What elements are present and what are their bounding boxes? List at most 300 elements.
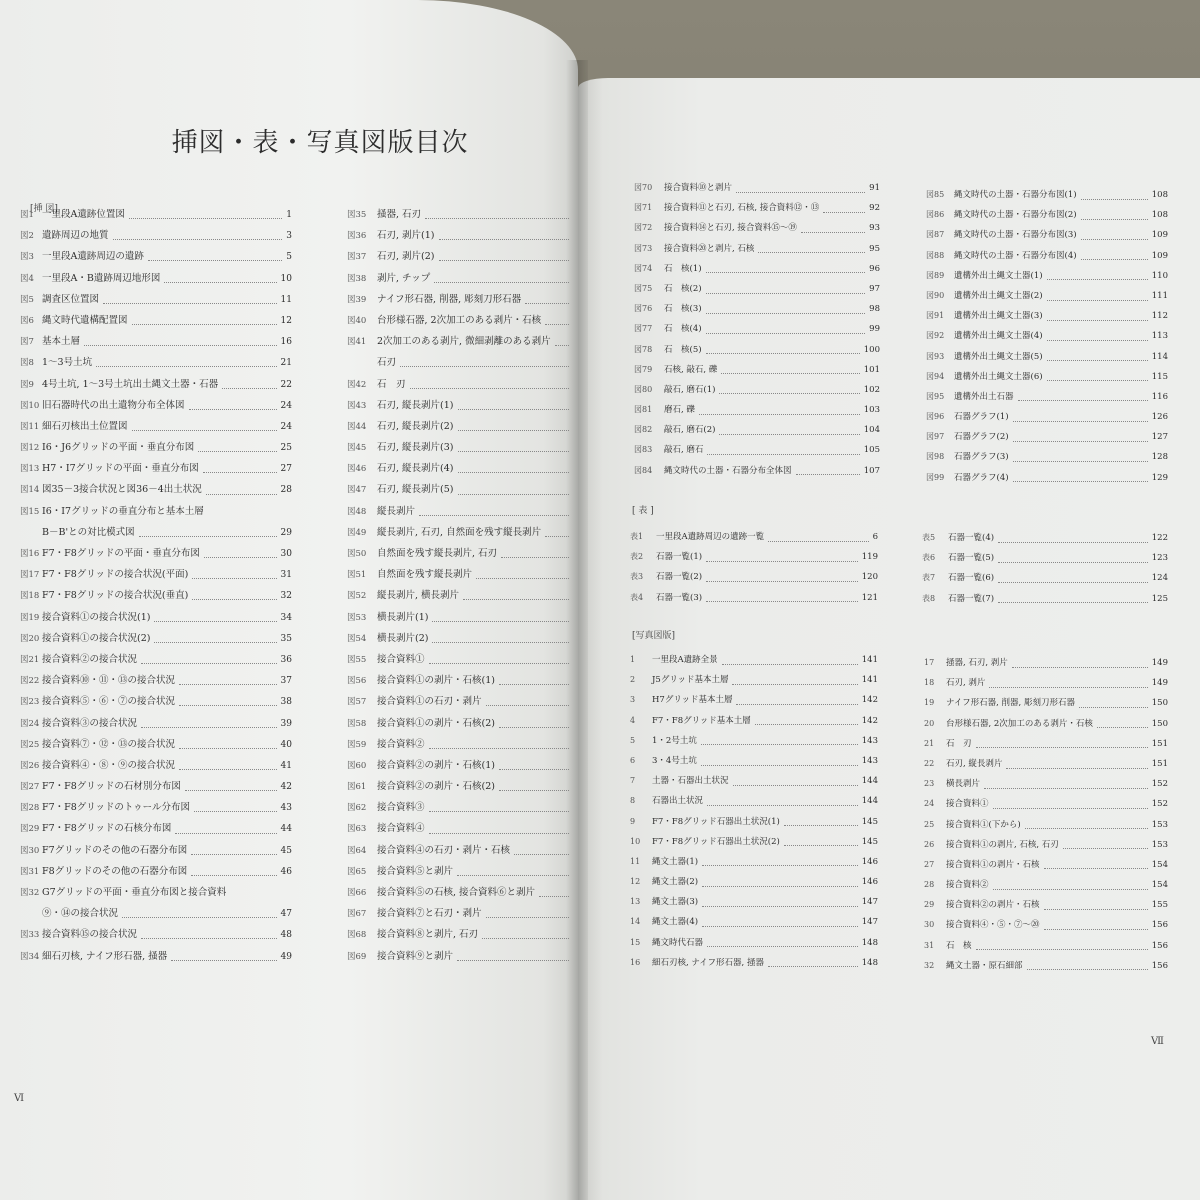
section-label-tables: [ 表 ] [632,506,654,516]
toc-entry-title: 横長剥片(1) [377,611,429,623]
toc-entry-page: 151 [1151,738,1168,749]
leader-dots [400,366,569,367]
toc-entry [924,875,1168,895]
leader-dots [458,430,570,431]
toc-entry-label: 図99 [926,472,945,482]
toc-entry [347,289,573,310]
toc-entry-title: 石器グラフ(2) [954,432,1009,443]
toc-entry [20,458,292,479]
toc-entry-page: 116 [1151,391,1168,402]
toc-entry-page: 145 [861,836,878,847]
toc-entry [926,367,1168,387]
toc-entry [20,374,292,395]
toc-entry [347,797,573,818]
leader-dots [148,260,282,261]
toc-entry-label: 図59 [347,739,367,750]
toc-entry-title: 接合資料②の剥片・石核 [946,900,1040,911]
toc-entry-title: 接合資料②の剥片・石核(2) [377,781,495,793]
toc-entry [630,791,878,811]
toc-entry-title: F7・F8グリッドの平面・垂直分布図 [42,548,200,559]
leader-dots [439,239,570,240]
figure-list-col4 [926,185,1168,488]
toc-entry-label: 図84 [634,465,653,475]
toc-entry-page: 109 [1151,250,1168,261]
toc-entry-label: 図5 [20,294,34,305]
toc-entry-title: F7グリッドのその他の石器分布図 [42,844,188,856]
toc-entry-title: 横長剥片(2) [377,632,429,644]
toc-entry-title: 石 刃 [377,378,406,390]
toc-entry-page: 105 [863,445,880,456]
toc-entry-label: 図4 [20,273,34,284]
toc-entry-page: 155 [1151,900,1168,911]
toc-entry-title: 石刃, 縦長剥片(4) [377,463,454,475]
toc-entry-title: 石器一覧(4) [948,533,995,543]
toc-entry-title: 一里段A遺跡周辺の遺跡 [42,251,144,263]
toc-entry-label: 図90 [926,290,945,300]
toc-entry [347,479,573,500]
toc-entry-page: 113 [1151,331,1168,342]
toc-entry-title: I6・I7グリッドの垂直分布と基本土層 [42,505,204,517]
toc-entry [20,225,292,246]
toc-entry-title: 石 核 [946,940,972,951]
toc-entry-title: 石器グラフ(4) [954,472,1009,483]
toc-entry-page: 95 [869,243,880,254]
toc-entry [630,670,878,690]
leader-dots [139,536,277,537]
toc-entry-title: 石 核(1) [664,263,702,274]
toc-entry-title: 接合資料①の剥片・石核 [946,859,1040,870]
leader-dots [545,536,569,537]
toc-entry-title: 接合資料①(下から) [946,819,1021,830]
toc-entry [20,479,292,500]
toc-entry-page: 47 [280,909,292,920]
toc-entry-title: 細石刃核, ナイフ形石器, 掻器 [652,957,764,968]
toc-entry-title: F7・F8グリッド石器出土状況(1) [652,816,780,827]
leader-dots [476,578,569,579]
leader-dots [499,790,569,791]
leader-dots [1047,300,1148,301]
toc-entry [924,895,1168,915]
toc-entry-label: 図77 [634,324,653,334]
toc-entry-page: 143 [861,755,878,766]
leader-dots [192,578,276,579]
toc-entry-label: 図13 [20,464,40,475]
toc-entry [20,607,292,628]
toc-entry-label: 図6 [20,315,34,326]
leader-dots [1081,239,1148,240]
toc-entry [922,589,1168,609]
toc-entry-label: 表6 [922,553,936,563]
page-title: 挿図・表・写真図版目次 [171,128,469,158]
toc-entry-title: 剥片, チップ [377,272,431,284]
toc-entry-title: F7・F8グリッドの石材別分布図 [42,781,181,793]
toc-entry [20,649,292,670]
leader-dots [784,825,858,826]
leader-dots [706,272,866,273]
toc-entry [630,588,878,608]
toc-entry-page: 21 [280,358,292,369]
toc-entry-page: 144 [861,796,878,807]
toc-entry-label: 図88 [926,250,945,260]
toc-entry-label: 図29 [20,824,40,835]
toc-entry-label: 図25 [20,739,40,750]
leader-dots [129,218,282,219]
toc-entry-label: 14 [630,917,641,927]
toc-entry-title: 細石刃核, ナイフ形石器, 掻器 [42,950,168,962]
leader-dots [141,938,277,939]
leader-dots [993,808,1148,809]
toc-entry [347,840,573,861]
toc-entry-label: 表4 [630,592,644,602]
toc-entry-page: 34 [280,612,292,623]
toc-entry [20,861,292,882]
toc-entry-label: 図51 [347,570,367,581]
toc-entry [347,225,573,246]
toc-entry-label: 図40 [347,315,367,326]
toc-entry-title: 石器グラフ(1) [954,412,1009,423]
toc-entry [924,714,1168,734]
toc-entry-label: 図28 [20,803,40,814]
toc-entry-page: 149 [1151,678,1168,689]
leader-dots [768,541,868,542]
leader-dots [122,917,277,918]
toc-entry [630,933,878,953]
toc-entry-title: 一里段A・B遺跡周辺地形図 [42,272,161,284]
toc-entry-title: 石核, 敲石, 礫 [664,364,718,375]
toc-entry-title: ナイフ形石器, 削器, 彫刻刀形石器 [377,293,522,305]
leader-dots [463,599,569,600]
toc-entry-title: F7・F8グリッド石器出土状況(2) [652,836,780,847]
toc-entry [630,892,878,912]
toc-entry-title: 縄文時代の土器・石器分布図(2) [954,210,1077,221]
toc-entry [347,564,573,585]
leader-dots [458,494,570,495]
toc-entry-title: 接合資料⑤の石核, 接合資料⑥と剥片 [377,887,536,898]
toc-entry [634,440,880,460]
toc-entry-page: 1 [286,210,292,220]
toc-entry-label: 11 [630,856,641,866]
toc-entry-page: 93 [869,223,880,234]
page-number-right: Ⅶ [1151,1036,1164,1047]
toc-entry-label: 図67 [347,909,367,920]
toc-entry-label: 図35 [347,210,367,220]
leader-dots [525,303,569,304]
toc-entry-label: 27 [924,859,935,869]
toc-entry-label: 12 [630,877,641,887]
leader-dots [733,785,858,786]
toc-entry [347,946,573,967]
toc-entry [347,713,573,734]
toc-entry-page: 102 [863,384,880,395]
toc-entry [347,755,573,776]
toc-entry-title: 接合資料⑨と剥片 [377,950,454,962]
toc-entry-page: 41 [280,760,292,771]
toc-entry-title: 接合資料①の接合状況(1) [42,611,151,623]
leader-dots [545,324,569,325]
leader-dots [1079,707,1148,708]
toc-entry-title: 接合資料② [946,880,989,891]
leader-dots [768,966,858,967]
toc-entry-label: 図14 [20,485,40,496]
toc-entry [20,734,292,755]
toc-entry [20,522,292,543]
leader-dots [457,960,569,961]
toc-entry-page: 142 [861,695,878,706]
toc-entry-title: 石刃, 縦長剥片(5) [377,484,454,496]
toc-entry-title: 縄文時代の土器・石器分布全体図 [664,465,792,476]
toc-entry [924,653,1168,673]
toc-entry [20,416,292,437]
toc-entry-page: 108 [1151,210,1168,221]
leader-dots [458,451,570,452]
leader-dots [164,282,276,283]
toc-entry [347,670,573,691]
toc-entry-label: 9 [630,816,636,826]
toc-entry-title: 石刃, 縦長剥片(2) [377,420,454,432]
toc-entry-label: 図69 [347,951,367,962]
toc-entry-page: 112 [1151,311,1168,322]
toc-entry-title: 台形様石器, 2次加工のある剥片・石核 [377,314,542,326]
toc-entry-label: 図2 [20,231,34,242]
leader-dots [194,811,277,812]
toc-entry [924,693,1168,713]
toc-entry-title: 接合資料①の石刃・剥片 [377,696,482,708]
leader-dots [706,333,866,334]
toc-entry [926,225,1168,245]
toc-entry [347,861,573,882]
leader-dots [699,414,860,415]
toc-entry-title: 縦長剥片, 石刃, 自然面を残す縦長剥片 [377,526,542,538]
leader-dots [179,684,277,685]
toc-entry [20,564,292,585]
toc-entry-page: 100 [863,344,880,355]
toc-entry-label: 図71 [634,203,653,213]
toc-entry-label: 図66 [347,888,367,898]
leader-dots [439,260,570,261]
toc-entry-page: 146 [861,877,878,888]
toc-entry-title: 縄文土器(4) [652,917,699,928]
leader-dots [1081,219,1148,220]
toc-entry [347,352,573,373]
toc-entry-label: 図83 [634,445,653,455]
toc-entry-page: 36 [280,654,292,665]
toc-entry-title: ⑨・⑭の接合状況 [42,908,119,920]
toc-entry-label: 図22 [20,676,40,687]
toc-entry [20,310,292,331]
toc-entry [924,794,1168,814]
toc-entry-title: F7・F8グリッドの接合状況(垂直) [42,590,189,602]
toc-entry-page: 45 [280,845,292,856]
toc-entry-page: 92 [869,203,880,214]
leader-dots [1044,909,1148,910]
leader-dots [179,748,277,749]
toc-entry-title: 縄文時代石器 [652,937,704,948]
toc-entry [634,178,880,198]
leader-dots [222,388,276,389]
toc-entry-label: 図53 [347,612,367,623]
toc-entry [630,872,878,892]
leader-dots [198,451,276,452]
toc-entry-page: 154 [1151,859,1168,870]
toc-entry-label: 26 [924,839,935,849]
leader-dots [706,353,860,354]
toc-entry [20,204,292,225]
toc-entry-title: 一里段A遺跡全景 [652,655,718,665]
leader-dots [755,724,858,725]
toc-entry-page: 123 [1151,553,1168,564]
toc-entry-label: 図11 [20,421,40,432]
toc-entry-label: 図23 [20,697,40,708]
leader-dots [1047,340,1148,341]
toc-entry [20,395,292,416]
toc-entry-page: 153 [1151,839,1168,850]
toc-entry-page: 101 [863,364,880,375]
toc-entry-title: 石器一覧(5) [948,553,995,564]
toc-entry-page: 144 [861,776,878,787]
toc-entry [634,420,880,440]
leader-dots [175,833,276,834]
toc-entry [630,567,878,587]
toc-entry-label: 6 [630,755,636,765]
leader-dots [103,303,277,304]
leader-dots [706,313,866,314]
toc-entry-title: 一里段A遺跡周辺の遺跡一覧 [656,532,765,542]
toc-entry-label: 図49 [347,527,367,538]
toc-entry-title: 石器グラフ(3) [954,452,1009,463]
leader-dots [1044,929,1148,930]
toc-entry [924,734,1168,754]
leader-dots [1097,727,1148,728]
leader-dots [984,788,1148,789]
toc-entry-title: 縄文土器(3) [652,897,699,908]
toc-entry [926,447,1168,467]
toc-entry [347,522,573,543]
leader-dots [702,926,858,927]
leader-dots [706,581,858,582]
toc-entry [634,319,880,339]
toc-entry-label: 図50 [347,549,367,559]
toc-entry-page: 153 [1151,819,1168,830]
toc-entry-title: 縄文時代遺構配置図 [42,314,128,326]
toc-entry [20,585,292,606]
toc-entry-title: 接合資料⑤・⑥・⑦の接合状況 [42,696,176,708]
toc-entry-label: 16 [630,957,641,967]
leader-dots [429,811,569,812]
toc-entry-title: 掻器, 石刃 [377,209,422,220]
toc-entry-label: 図89 [926,270,945,280]
toc-entry [347,776,573,797]
toc-entry-label: 図92 [926,331,945,341]
toc-entry-label: 表5 [922,533,936,542]
toc-entry-title: 縄文時代の土器・石器分布図(1) [954,190,1077,200]
leader-dots [191,854,276,855]
toc-entry-page: 96 [869,263,880,274]
toc-entry-page: 152 [1151,799,1168,810]
toc-entry-title: F7・F8グリッドのトゥール分布図 [42,802,190,814]
toc-entry-page: 156 [1151,960,1168,971]
toc-entry-label: 図9 [20,379,34,390]
toc-entry-page: 128 [1151,452,1168,463]
toc-entry [634,400,880,420]
toc-entry-title: 接合資料⑧と剥片, 石刃 [377,929,479,941]
toc-entry-page: 11 [280,294,292,305]
toc-entry-page: 156 [1151,920,1168,931]
leader-dots [722,664,858,665]
toc-entry-label: 28 [924,880,935,890]
toc-entry [630,547,878,567]
leader-dots [501,557,569,558]
toc-entry-page: 126 [1151,412,1168,423]
toc-entry-label: 図48 [347,506,367,517]
toc-entry [634,279,880,299]
toc-entry-title: 図35－3接合状況と図36－4出土状況 [42,484,202,496]
toc-entry-label: 図12 [20,443,40,454]
toc-entry-title: 接合資料① [377,653,425,665]
leader-dots [719,393,859,394]
toc-entry-title: 掻器, 石刃, 剥片 [946,658,1008,668]
toc-entry [630,852,878,872]
toc-entry-page: 111 [1151,290,1168,301]
toc-entry [20,352,292,373]
leader-dots [96,366,276,367]
toc-entry [347,903,573,924]
toc-entry [924,815,1168,835]
toc-entry [347,416,573,437]
table-list-col2 [922,528,1168,609]
toc-entry-page: 30 [280,549,292,559]
leader-dots [206,494,277,495]
toc-entry [924,673,1168,693]
leader-dots [998,602,1148,603]
toc-entry [630,912,878,932]
toc-entry-title: 接合資料②の接合状況 [42,653,138,665]
toc-entry-label: 17 [924,658,935,667]
toc-entry [347,882,573,903]
leader-dots [801,232,865,233]
toc-entry-page: 150 [1151,718,1168,729]
toc-entry-page: 150 [1151,698,1168,709]
toc-entry-label: 図55 [347,654,367,665]
toc-entry-label: 図79 [634,364,653,374]
toc-entry-title: 敲石, 磨石 [664,445,704,456]
toc-entry [922,548,1168,568]
toc-entry-page: 91 [869,183,880,193]
toc-entry-title: 遺構外出土縄文土器(4) [954,331,1043,342]
figure-list-col2 [347,204,573,967]
toc-entry-title: 敲石, 磨石(2) [664,425,716,436]
toc-entry [347,395,573,416]
toc-entry [20,946,292,967]
leader-dots [204,557,277,558]
toc-entry-title: 接合資料③ [377,802,425,814]
leader-dots [998,562,1148,563]
toc-entry-page: 149 [1151,658,1168,668]
toc-entry [20,713,292,734]
toc-entry-page: 12 [280,315,292,326]
toc-entry-page: 42 [280,782,292,793]
leader-dots [429,748,569,749]
toc-entry-title: G7グリッドの平面・垂直分布図と接合資料 [42,887,227,898]
toc-entry-label: 図46 [347,464,367,475]
leader-dots [458,472,570,473]
toc-entry [20,776,292,797]
leader-dots [732,684,857,685]
toc-entry-page: 120 [861,572,878,583]
toc-entry-title: 縦長剥片, 横長剥片 [377,590,460,602]
leader-dots [432,642,569,643]
section-label-photos: [写真図版] [632,631,676,641]
toc-entry-page: 6 [872,532,878,542]
